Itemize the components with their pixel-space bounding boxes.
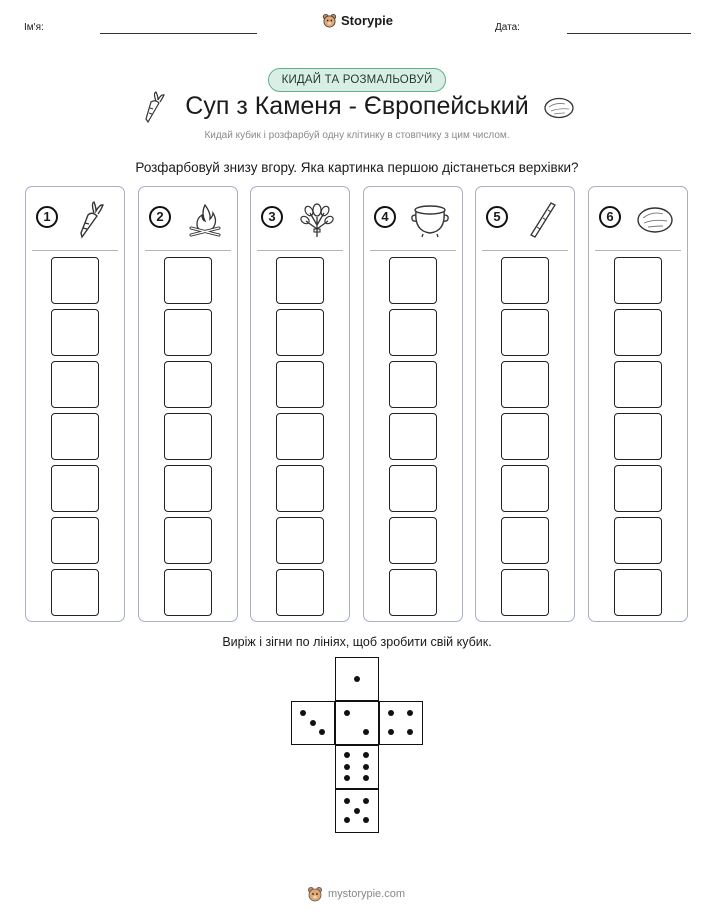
column-number: 3 <box>261 206 283 228</box>
color-cell <box>614 413 662 460</box>
color-cell <box>389 413 437 460</box>
column-5 <box>475 186 575 622</box>
page-title: Суп з Каменя - Європейський <box>185 92 529 120</box>
dice-pip <box>388 729 394 735</box>
color-cell <box>276 517 324 564</box>
color-cell <box>276 361 324 408</box>
name-line <box>100 33 257 34</box>
color-cell <box>276 413 324 460</box>
color-cell <box>501 465 549 512</box>
color-cell <box>614 465 662 512</box>
column-1 <box>25 186 125 622</box>
dice-pip <box>344 752 350 758</box>
dice-pip <box>319 729 325 735</box>
color-cell <box>501 257 549 304</box>
column-divider <box>257 250 343 251</box>
dice-pip <box>407 729 413 735</box>
dice-face-3 <box>291 701 335 745</box>
dice-pip <box>344 764 350 770</box>
color-cell <box>501 413 549 460</box>
campfire-icon <box>185 199 225 239</box>
color-cell <box>614 309 662 356</box>
color-cell <box>164 257 212 304</box>
bear-icon <box>307 886 323 902</box>
footer-url: mystorypie.com <box>328 888 406 900</box>
color-cell <box>276 257 324 304</box>
dice-face-1 <box>335 657 379 701</box>
brand-logo <box>322 13 393 28</box>
color-cell <box>164 569 212 616</box>
carrot-icon <box>72 199 112 239</box>
name-label: Ім'я: <box>24 22 44 33</box>
dice-pip <box>407 710 413 716</box>
color-cell <box>164 361 212 408</box>
dice-face-2 <box>335 701 379 745</box>
color-cell <box>164 413 212 460</box>
dice-pip <box>363 752 369 758</box>
color-cell <box>51 413 99 460</box>
color-cell <box>501 517 549 564</box>
dice-pip <box>354 808 360 814</box>
column-2 <box>138 186 238 622</box>
instruction-text: Розфарбовуй знизу вгору. Яка картинка першою дістанеться верхівки? <box>135 160 579 175</box>
color-cell <box>276 465 324 512</box>
color-cell <box>501 309 549 356</box>
footer <box>307 886 405 902</box>
dice-pip <box>344 710 350 716</box>
dice-pip <box>300 710 306 716</box>
cut-instruction: Виріж і зігни по лініях, щоб зробити свій кубик. <box>222 635 492 649</box>
stone-icon <box>543 96 575 120</box>
pot-icon <box>410 199 450 239</box>
color-cell <box>51 569 99 616</box>
dice-pip <box>344 817 350 823</box>
color-cell <box>389 309 437 356</box>
dice-pip <box>344 775 350 781</box>
column-number: 5 <box>486 206 508 228</box>
color-cell <box>51 361 99 408</box>
color-cell <box>164 309 212 356</box>
dice-pip <box>363 764 369 770</box>
dice-face-5 <box>335 789 379 833</box>
column-6 <box>588 186 688 622</box>
color-cell <box>614 569 662 616</box>
date-label: Дата: <box>495 22 520 33</box>
color-cell <box>389 517 437 564</box>
color-cell <box>389 465 437 512</box>
column-divider <box>595 250 681 251</box>
dice-pip <box>354 676 360 682</box>
dice-pip <box>344 798 350 804</box>
column-divider <box>482 250 568 251</box>
dice-pip <box>363 775 369 781</box>
dice-pip <box>310 720 316 726</box>
color-cell <box>614 361 662 408</box>
bear-icon <box>322 13 337 28</box>
color-cell <box>614 257 662 304</box>
color-cell <box>164 465 212 512</box>
column-divider <box>370 250 456 251</box>
column-4 <box>363 186 463 622</box>
column-divider <box>32 250 118 251</box>
color-cell <box>389 569 437 616</box>
column-number: 4 <box>374 206 396 228</box>
color-cell <box>389 361 437 408</box>
brand-name: Storypie <box>341 13 394 28</box>
dice-pip <box>388 710 394 716</box>
stick-icon <box>522 199 562 239</box>
dice-pip <box>363 817 369 823</box>
column-divider <box>145 250 231 251</box>
color-cell <box>51 517 99 564</box>
color-cell <box>164 517 212 564</box>
page-subtitle: Кидай кубик і розфарбуй одну клітинку в стовпчику з цим числом. <box>204 130 510 141</box>
dice-face-4 <box>379 701 423 745</box>
color-cell <box>276 309 324 356</box>
color-cell <box>51 257 99 304</box>
color-cell <box>51 465 99 512</box>
dice-pip <box>363 798 369 804</box>
herbs-icon <box>297 199 337 239</box>
color-cell <box>389 257 437 304</box>
column-number: 2 <box>149 206 171 228</box>
color-cell <box>614 517 662 564</box>
column-number: 6 <box>599 206 621 228</box>
date-line <box>567 33 691 34</box>
stone-icon <box>635 199 675 239</box>
activity-badge: КИДАЙ ТА РОЗМАЛЬОВУЙ <box>268 68 446 92</box>
color-cell <box>501 361 549 408</box>
column-number: 1 <box>36 206 58 228</box>
color-cell <box>51 309 99 356</box>
color-cell <box>276 569 324 616</box>
dice-pip <box>363 729 369 735</box>
column-3 <box>250 186 350 622</box>
color-cell <box>501 569 549 616</box>
dice-face-6 <box>335 745 379 789</box>
